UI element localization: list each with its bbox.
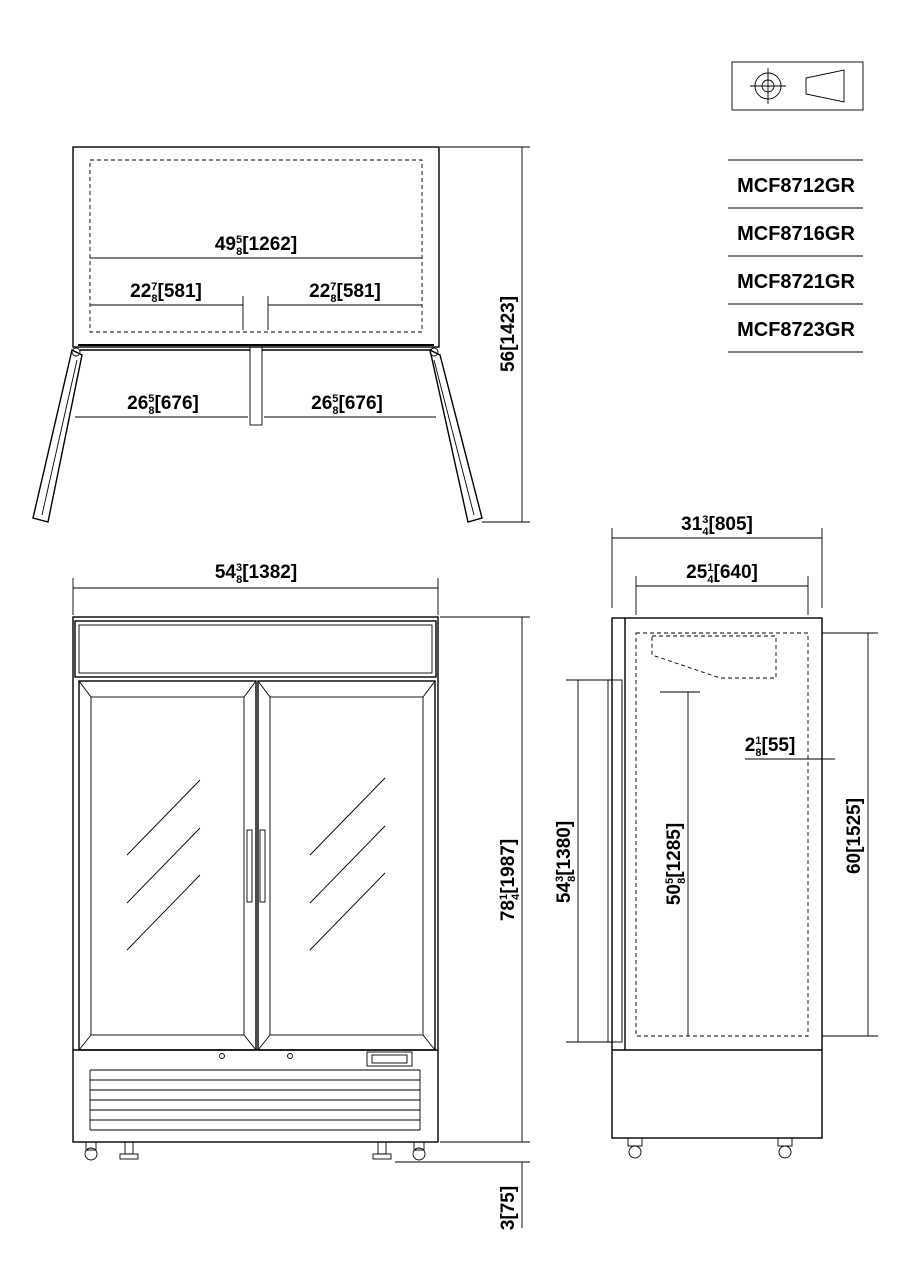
model-list [728,160,863,352]
model-3: MCF8721GR [737,271,855,293]
top-view [33,147,530,522]
top-shelf-left: $22^7$ 8[581] [130,281,202,305]
side-inner-depth: $25^1$ 4[640] [686,562,758,586]
side-cabinet-height: 60[1525] [844,797,865,875]
model-2: MCF8716GR [737,223,855,245]
model-1: MCF8712GR [737,175,855,197]
top-door-right: $26^5$ 8[676] [311,393,383,417]
projection-symbol [732,62,863,110]
top-door-left: $26^5$ 8[676] [127,393,199,417]
side-inner-height: $50^58[1285]$ [664,822,688,906]
top-shelf-right: $22^7$ 8[581] [309,281,381,305]
front-overall-height: $78^14[1987]$ [498,838,522,922]
front-view [73,562,530,1230]
top-inner-width: $49^5$ 8[1262] [214,234,298,258]
side-view [554,514,878,1158]
top-depth-open: 56[1423] [498,295,519,373]
front-overall-width: $54^3$ 8[1382] [214,562,298,586]
model-4: MCF8723GR [737,319,855,341]
side-clearance: $2^1$ 8[55] [744,735,796,759]
side-overall-depth: $31^3$ 4[805] [681,514,753,538]
caster-height: 3[75] [498,1185,519,1231]
side-door-height: $54^38[1380]$ [554,820,578,904]
